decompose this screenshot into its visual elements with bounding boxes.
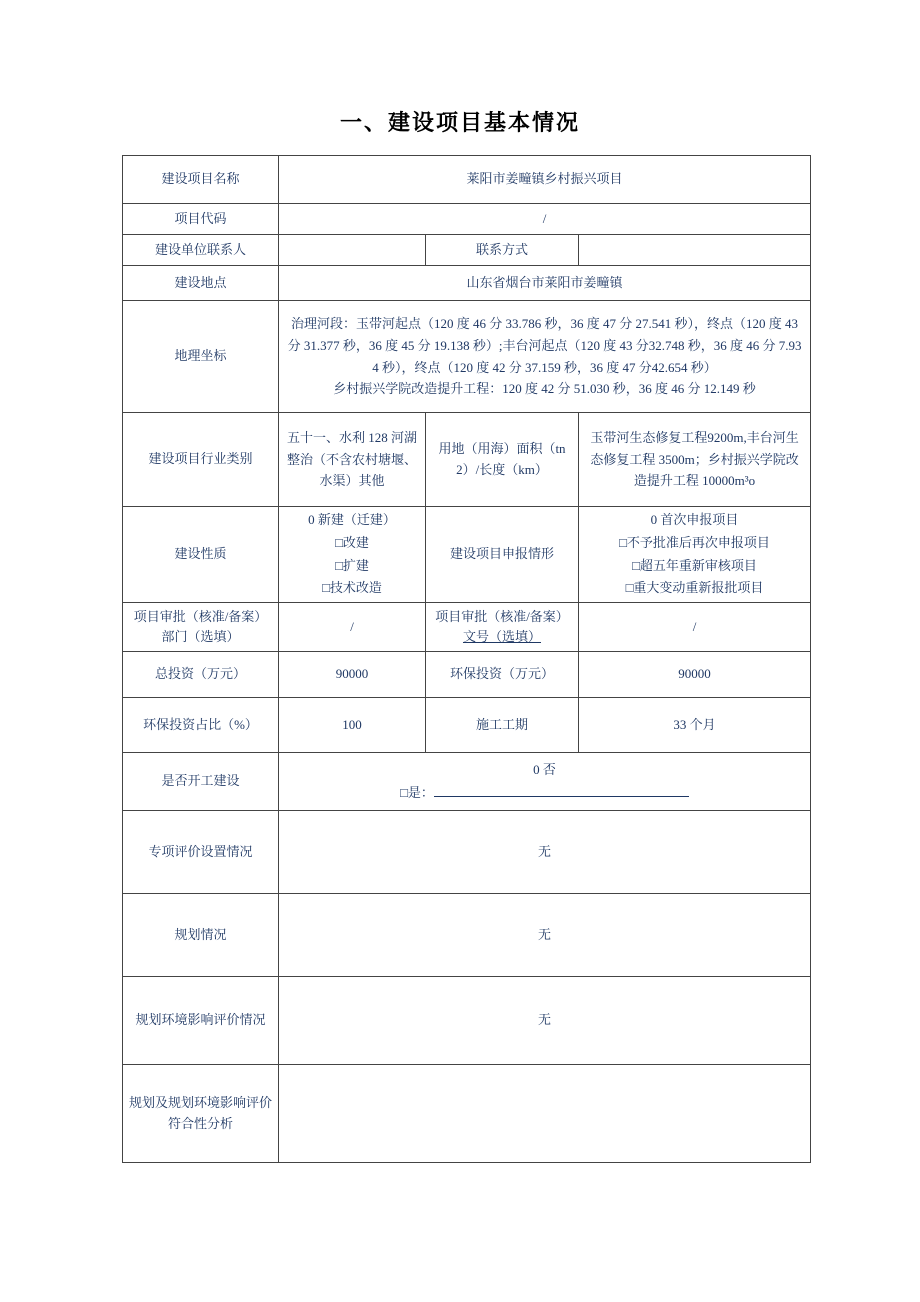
planning-label: 规划情况: [123, 894, 279, 977]
industry-category-value: 五十一、水利 128 河湖整治（不含农村塘堰、水渠）其他: [286, 430, 417, 489]
table-row: [123, 753, 811, 811]
table-row: [123, 235, 811, 266]
env-ratio-label: 环保投资占比（%）: [123, 698, 279, 753]
project-name-label: 建设项目名称: [123, 156, 279, 204]
special-eval-value: 无: [279, 811, 811, 894]
fill-in-blank-line: [434, 784, 689, 797]
nature-option-new: 0 新建（迁建）: [308, 512, 396, 527]
declaration-option-first: 0 首次申报项目: [650, 512, 739, 527]
page-title: 一、建设项目基本情况: [339, 110, 580, 135]
geo-coordinates-line1: 治理河段：玉带河起点（120 度 46 分 33.786 秒，36 度 47 分 27.541 秒），终点（120 度 43 分 31.377 秒，36 度 45 分 19.138 秒）;丰台河起点（120 度 43 分32.748 秒，36 度 46 分 7.934 秒），终点（120 度 42 分 37.159 秒，36 度 47 分42.654 秒）: [287, 316, 802, 375]
env-ratio-value: 100: [279, 698, 426, 753]
industry-category-label: 建设项目行业类别: [123, 413, 279, 507]
project-info-table: [122, 155, 811, 1163]
land-area-value: 玉带河生态修复工程9200m,丰台河生态修复工程 3500m；乡村振兴学院改造提升工程 10000m³o: [590, 430, 799, 489]
geo-coordinates-line2: 乡村振兴学院改造提升工程：120 度 42 分 51.030 秒，36 度 46 分 12.149 秒: [333, 381, 756, 397]
table-row: [123, 156, 811, 204]
nature-option-rebuild: □改建: [335, 534, 369, 550]
approval-dept-label-line1: 项目审批（核准/备案）: [133, 608, 268, 624]
geo-label: 地理坐标: [123, 301, 279, 413]
land-area-label: 用地（用海）面积（tn2）/长度（km）: [426, 413, 579, 507]
table-row: [123, 413, 811, 507]
table-row: [123, 507, 811, 603]
table-row: [123, 204, 811, 235]
table-row: [123, 603, 811, 652]
env-investment-value: 90000: [579, 652, 811, 698]
approval-dept-value: /: [279, 603, 426, 652]
contact-method-label: 联系方式: [426, 235, 579, 266]
contact-person-label: 建设单位联系人: [123, 235, 279, 266]
nature-option-expand: □扩建: [335, 557, 369, 573]
planning-eia-label: 规划环境影响评价情况: [123, 977, 279, 1065]
table-row: [123, 266, 811, 301]
project-name-value: 莱阳市姜疃镇乡村振兴项目: [279, 156, 811, 204]
planning-value: 无: [279, 894, 811, 977]
project-code-value: /: [279, 204, 811, 235]
contact-method-value: [579, 235, 811, 266]
total-investment-label: 总投资（万元）: [123, 652, 279, 698]
started-option-yes: □是：: [285, 782, 804, 805]
table-row: [123, 301, 811, 413]
approval-doc-label-line2: 文号（选填）: [462, 629, 541, 644]
declaration-option-review: □超五年重新审核项目: [632, 557, 757, 573]
declaration-option-major-change: □重大变动重新报批项目: [625, 580, 764, 596]
declaration-situation-label: 建设项目申报情形: [426, 507, 579, 603]
started-option-no: 0 否: [533, 761, 556, 777]
table-row: [123, 894, 811, 977]
conformity-label-line1: 规划及规划环境影响评价: [129, 1095, 273, 1111]
table-row: [123, 652, 811, 698]
project-code-label: 项目代码: [123, 204, 279, 235]
construction-period-value: 33 个月: [579, 698, 811, 753]
conformity-value: [279, 1065, 811, 1163]
contact-person-value: [279, 235, 426, 266]
location-value: 山东省烟台市莱阳市姜疃镇: [279, 266, 811, 301]
nature-option-tech: □技术改造: [322, 580, 382, 596]
construction-period-label: 施工工期: [426, 698, 579, 753]
location-label: 建设地点: [123, 266, 279, 301]
approval-doc-label-line1: 项目审批（核准/备案）: [435, 608, 569, 624]
declaration-option-redeclare: □不予批准后再次申报项目: [619, 534, 770, 550]
construction-nature-label: 建设性质: [123, 507, 279, 603]
special-eval-label: 专项评价设置情况: [123, 811, 279, 894]
planning-eia-value: 无: [279, 977, 811, 1065]
approval-dept-label-line2: 部门（选填）: [161, 629, 240, 644]
conformity-label-line2: 符合性分析: [167, 1115, 233, 1131]
started-label: 是否开工建设: [123, 753, 279, 811]
table-row: [123, 977, 811, 1065]
approval-doc-value: /: [579, 603, 811, 652]
table-row: [123, 698, 811, 753]
env-investment-label: 环保投资（万元）: [426, 652, 579, 698]
table-row: [123, 1065, 811, 1163]
total-investment-value: 90000: [279, 652, 426, 698]
table-row: [123, 811, 811, 894]
